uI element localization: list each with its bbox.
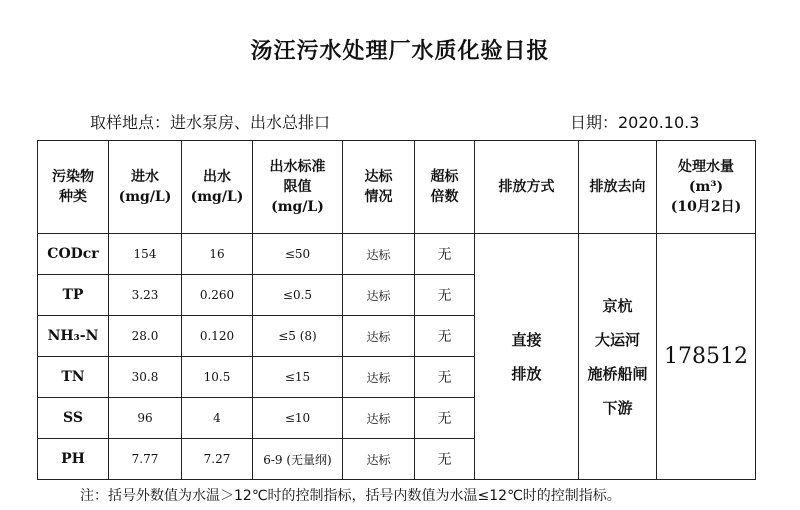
table-header-row [38, 141, 756, 234]
row-outflow: 16 [182, 234, 253, 275]
header-volume-line1: 处理水量 [678, 159, 734, 175]
row-limit: 6-9 (无量纲) [253, 439, 343, 480]
row-pollutant: NH₃-N [38, 316, 109, 357]
row-limit: ≤15 [253, 357, 343, 398]
header-volume-line3: (10月2日) [670, 199, 742, 215]
header-limit-line2: 限值 [283, 179, 312, 195]
row-outflow: 7.27 [182, 439, 253, 480]
row-exceed: 无 [415, 316, 475, 357]
destination-line3: 施桥船闸 [587, 364, 648, 383]
row-pollutant: TN [38, 357, 109, 398]
row-pollutant: CODcr [38, 234, 109, 275]
row-compliance: 达标 [343, 316, 415, 357]
row-pollutant: TP [38, 275, 109, 316]
row-pollutant: SS [38, 398, 109, 439]
row-outflow: 0.260 [182, 275, 253, 316]
row-exceed: 无 [415, 275, 475, 316]
row-exceed: 无 [415, 398, 475, 439]
discharge-destination-cell [579, 234, 657, 480]
row-limit: ≤5 (8) [253, 316, 343, 357]
header-exceed-line2: 倍数 [430, 189, 459, 205]
row-compliance: 达标 [343, 357, 415, 398]
table-row [38, 234, 756, 275]
row-inflow: 28.0 [109, 316, 182, 357]
row-inflow: 96 [109, 398, 182, 439]
row-exceed: 无 [415, 357, 475, 398]
header-inflow-line1: 进水 [131, 169, 159, 185]
row-outflow: 4 [182, 398, 253, 439]
report-date: 日期：2020.10.3 [570, 113, 700, 132]
row-pollutant: PH [38, 439, 109, 480]
header-outflow-line1: 出水 [203, 169, 231, 185]
destination-line2: 大运河 [594, 330, 640, 349]
row-exceed: 无 [415, 439, 475, 480]
header-outflow [182, 141, 253, 234]
header-limit-line3: (mg/L) [271, 199, 324, 215]
treated-volume-cell: 178512 [657, 234, 756, 480]
header-inflow-line2: (mg/L) [118, 189, 172, 205]
row-outflow: 0.120 [182, 316, 253, 357]
header-compliance [343, 141, 415, 234]
row-outflow: 10.5 [182, 357, 253, 398]
row-limit: ≤50 [253, 234, 343, 275]
row-compliance: 达标 [343, 234, 415, 275]
row-compliance: 达标 [343, 275, 415, 316]
header-discharge-destination: 排放去向 [579, 141, 657, 234]
header-limit-line1: 出水标准 [269, 159, 326, 175]
header-exceed [415, 141, 475, 234]
row-inflow: 7.77 [109, 439, 182, 480]
row-inflow: 30.8 [109, 357, 182, 398]
row-inflow: 154 [109, 234, 182, 275]
header-inflow [109, 141, 182, 234]
discharge-method-cell [475, 234, 579, 480]
discharge-method-line1: 直接 [511, 330, 542, 349]
row-limit: ≤0.5 [253, 275, 343, 316]
destination-line4: 下游 [602, 398, 633, 417]
header-pollutant-line1: 污染物 [52, 169, 94, 185]
header-volume-line2: (m³) [688, 179, 724, 195]
header-limit [253, 141, 343, 234]
sampling-location: 取样地点：进水泵房、出水总排口 [90, 113, 331, 132]
header-outflow-line2: (mg/L) [190, 189, 244, 205]
header-discharge-method: 排放方式 [475, 141, 579, 234]
row-exceed: 无 [415, 234, 475, 275]
water-quality-table [37, 140, 756, 480]
row-limit: ≤10 [253, 398, 343, 439]
destination-line1: 京杭 [602, 296, 633, 315]
header-pollutant [38, 141, 109, 234]
header-compliance-line1: 达标 [364, 169, 393, 185]
row-compliance: 达标 [343, 398, 415, 439]
header-treated-volume [657, 141, 756, 234]
footnote: 注：括号外数值为水温＞12℃时的控制指标，括号内数值为水温≤12℃时的控制指标。 [80, 488, 621, 504]
report-title: 汤汪污水处理厂水质化验日报 [250, 39, 550, 64]
row-inflow: 3.23 [109, 275, 182, 316]
header-compliance-line2: 情况 [364, 189, 393, 205]
row-compliance: 达标 [343, 439, 415, 480]
header-pollutant-line2: 种类 [59, 189, 87, 205]
discharge-method-line2: 排放 [511, 364, 542, 383]
header-exceed-line1: 超标 [430, 169, 459, 185]
